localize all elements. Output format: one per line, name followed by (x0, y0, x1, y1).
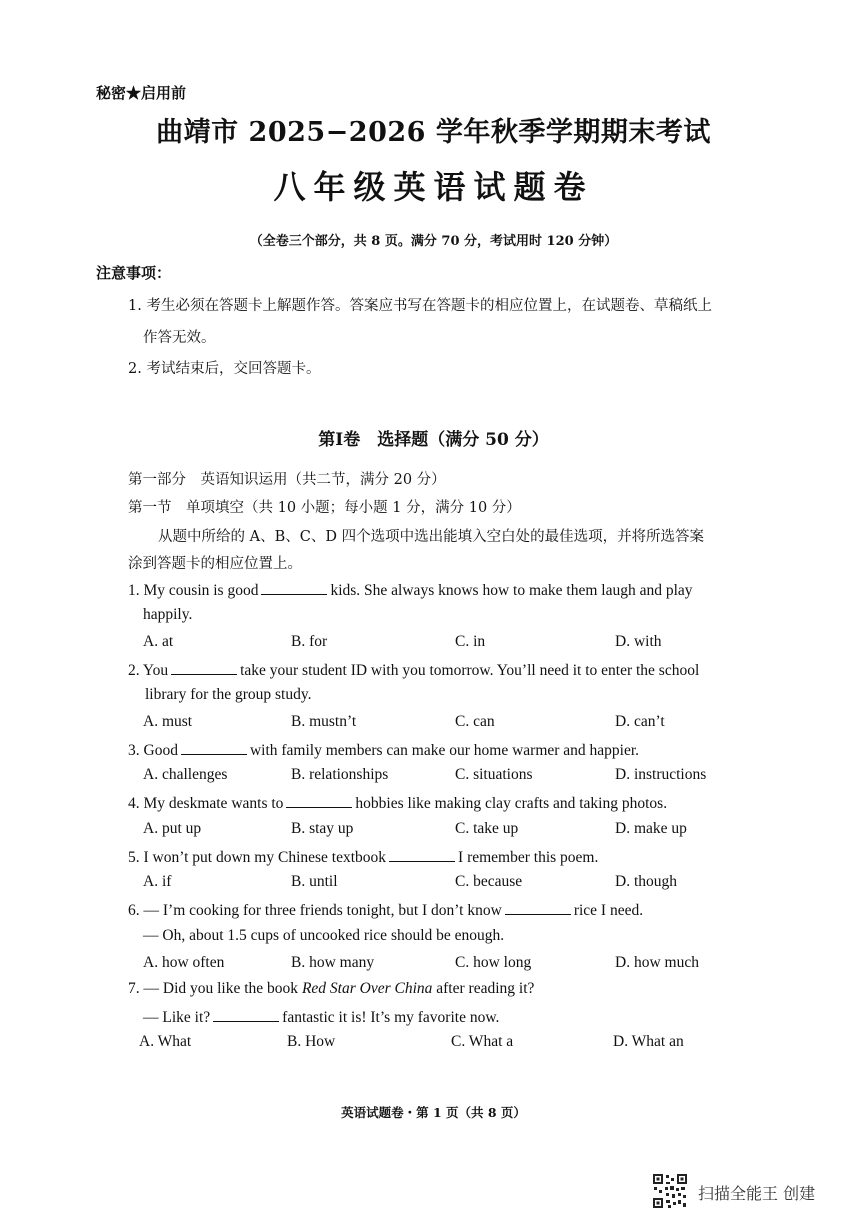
option-a: A. at (143, 633, 174, 650)
option-a: A. put up (143, 820, 202, 837)
question-2-line-1 (128, 660, 699, 680)
question-6-line-1 (128, 900, 643, 920)
note-item-1: 1. 考生必须在答题卡上解题作答。答案应书写在答题卡的相应位置上，在试题卷、草稿纸上 (128, 298, 712, 314)
question-1-line-1 (128, 580, 693, 600)
option-c: C. because (455, 873, 523, 890)
option-a: A. challenges (143, 766, 228, 783)
question-text: fantastic it is! It’s my favorite now. (282, 1009, 500, 1026)
option-b: B. until (291, 873, 338, 890)
option-b: B. for (291, 633, 328, 650)
question-text: 1. My cousin is good (128, 582, 259, 599)
option-c: C. in (455, 633, 486, 650)
option-d: D. can’t (615, 713, 665, 730)
option-d: D. make up (615, 820, 687, 837)
question-text: rice I need. (573, 902, 644, 919)
instruction-line-2: 涂到答题卡的相应位置上。 (128, 556, 302, 572)
option-c: C. how long (455, 954, 532, 971)
note-item-2: 2. 考试结束后，交回答题卡。 (128, 361, 321, 377)
paper-title: 八年级英语试题卷 (273, 168, 594, 206)
answer-blank (181, 740, 247, 755)
question-text: 7. — Did you like the book (128, 980, 299, 997)
option-b: B. how many (291, 954, 375, 971)
option-d: D. with (615, 633, 662, 650)
question-7-line-1 (128, 980, 534, 998)
question-text: kids. She always knows how to make them laugh and play (330, 582, 693, 599)
option-c: C. What a (451, 1033, 514, 1050)
question-text: 3. Good (128, 742, 178, 759)
exam-title: 曲靖市 2025−2026 学年秋季学期期末考试 (156, 117, 711, 148)
question-text: hobbies like making clay crafts and taking photos. (355, 795, 668, 812)
question-text: with family members can make our home warmer and happier. (249, 742, 640, 759)
question-3-line-1 (128, 740, 639, 760)
instruction-line-1: 从题中所给的 A、B、C、D 四个选项中选出能填入空白处的最佳选项，并将所选答案 (158, 529, 705, 545)
question-text: 2. You (128, 662, 169, 679)
question-text: 5. I won’t put down my Chinese textbook (128, 849, 387, 866)
page-footer: 英语试题卷・第 1 页（共 8 页） (341, 1105, 526, 1120)
option-a: A. must (143, 713, 193, 730)
question-text: take your student ID with you tomorrow. You’ll need it to enter the school (240, 662, 700, 679)
book-title: Red Star Over China (301, 980, 433, 997)
note-item-1-cont: 作答无效。 (143, 330, 216, 346)
option-c: C. situations (455, 766, 533, 783)
option-a: A. if (143, 873, 172, 890)
question-text: 6. — I’m cooking for three friends tonight, but I don’t know (128, 902, 502, 919)
question-text: after reading it? (436, 980, 535, 997)
answer-blank (213, 1007, 279, 1022)
question-2-line-2: library for the group study. (145, 686, 312, 703)
option-c: C. take up (455, 820, 519, 837)
option-b: B. mustn’t (291, 713, 357, 730)
answer-blank (389, 847, 455, 862)
question-text: 4. My deskmate wants to (128, 795, 284, 812)
option-a: A. What (139, 1033, 192, 1050)
scanner-watermark: 扫描全能王 创建 (698, 1184, 816, 1203)
question-text: I remember this poem. (458, 849, 599, 866)
option-d: D. What an (613, 1033, 684, 1050)
part-heading: 第一部分 英语知识运用（共二节，满分 20 分） (128, 472, 446, 488)
question-4-line-1 (128, 793, 667, 813)
answer-blank (261, 580, 327, 595)
subpart-heading: 第一节 单项填空（共 10 小题；每小题 1 分，满分 10 分） (128, 500, 521, 516)
answer-blank (505, 900, 571, 915)
qr-code-icon (652, 1173, 688, 1209)
option-a: A. how often (143, 954, 225, 971)
option-b: B. How (287, 1033, 336, 1050)
answer-blank (171, 660, 237, 675)
option-b: B. stay up (291, 820, 354, 837)
question-5-line-1 (128, 847, 598, 867)
question-7-line-2 (143, 1007, 499, 1027)
option-d: D. how much (615, 954, 699, 971)
option-d: D. instructions (615, 766, 707, 783)
section-title: 第Ⅰ卷 选择题（满分 50 分） (318, 430, 549, 450)
answer-blank (286, 793, 352, 808)
notes-heading: 注意事项： (96, 264, 172, 282)
option-b: B. relationships (291, 766, 389, 783)
option-d: D. though (615, 873, 677, 890)
question-1-line-2: happily. (143, 606, 193, 623)
question-6-line-2: — Oh, about 1.5 cups of uncooked rice should be enough. (143, 927, 505, 944)
confidential-label: 秘密★启用前 (96, 84, 187, 102)
exam-info: （全卷三个部分，共 8 页。满分 70 分，考试用时 120 分钟） (249, 234, 618, 249)
question-text: — Like it? (143, 1009, 211, 1026)
option-c: C. can (455, 713, 495, 730)
